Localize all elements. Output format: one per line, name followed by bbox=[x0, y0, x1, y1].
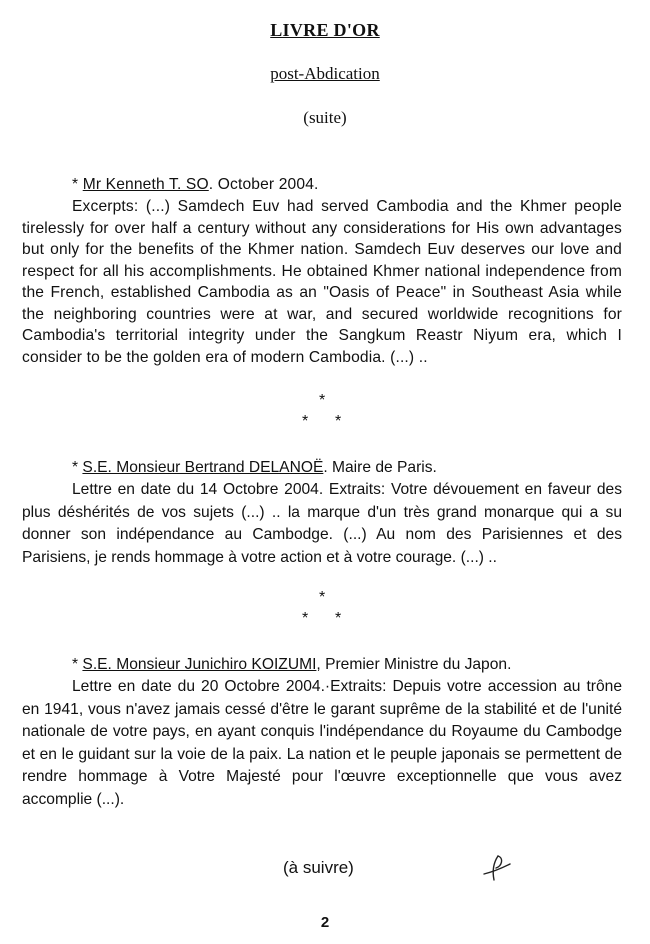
to-be-continued: (à suivre) bbox=[283, 858, 354, 877]
page-number: 2 bbox=[320, 914, 330, 931]
entry-heading bbox=[22, 654, 622, 676]
handwritten-initial-signature bbox=[480, 852, 514, 882]
page-subtitle: post-Abdication bbox=[270, 64, 380, 83]
asterisk-top: * bbox=[319, 392, 326, 409]
continuation-note: (suite) bbox=[303, 108, 347, 127]
entry-text: Lettre en date du 20 Octobre 2004.·Extraits: Depuis votre accession au trône en 1941, vous n'avez jamais cessé d'être le garant suprême de la stabilité et de l'unité nationale de votre pays, en ayant conquis l'indépendance du Royaume du Cambodge et en le guidant sur la voie de la paix. La nation et le peuple japonais se permettent de rendre hommage à Votre Majesté pour l'œuvre exceptionnelle que vous avez accomplie (...). bbox=[22, 678, 622, 808]
asterisk-right: * bbox=[335, 610, 342, 627]
entry-heading bbox=[22, 457, 622, 479]
entry-text: Lettre en date du 14 Octobre 2004. Extraits: Votre dévouement en faveur des plus déshérités de vos sujets (...) .. la marque d'un très grand monarque qui a su donner son indépendance au Cambodge. (...) Au nom des Parisiennes et des Parisiens, je rends hommage à votre action et à votre courage. (...) .. bbox=[22, 481, 622, 566]
entry-author-name: Mr Kenneth T. SO bbox=[82, 176, 209, 193]
separator-asterisks bbox=[299, 590, 359, 630]
asterisk-left: * bbox=[302, 610, 309, 627]
entry-author-name: S.E. Monsieur Junichiro KOIZUMI bbox=[82, 656, 317, 673]
entry-author-suffix: . October 2004. bbox=[208, 176, 319, 193]
asterisk-top: * bbox=[319, 589, 326, 606]
entry-heading bbox=[22, 174, 622, 196]
asterisk-right: * bbox=[335, 413, 342, 430]
entry-text: Excerpts: (...) Samdech Euv had served Cambodia and the Khmer people tirelessly for over half a century without any considerations for His own advantages but only for the benefits of the Khmer nation. Samdech Euv deserves our love and respect for all his accomplishments. He obtained Khmer national independence from the French, established Cambodia as an "Oasis of Peace" in Southeast Asia while the neighboring countries were at war, and secured worldwide recognitions for Cambodia's territorial integrity under the Sangkum Reastr Niyum era, which I consider to be the golden era of modern Cambodia. (...) .. bbox=[22, 198, 622, 366]
entry-bullet: * bbox=[72, 459, 79, 476]
entry-author-name: S.E. Monsieur Bertrand DELANOË bbox=[82, 459, 324, 476]
entry-author-suffix: . Maire de Paris. bbox=[323, 459, 437, 476]
entry-bullet: * bbox=[72, 176, 79, 193]
asterisk-left: * bbox=[302, 413, 309, 430]
entry-kenneth-so bbox=[22, 174, 622, 368]
entry-author-suffix: , Premier Ministre du Japon. bbox=[316, 656, 512, 673]
page-title: LIVRE D'OR bbox=[270, 20, 380, 40]
entry-bullet: * bbox=[72, 656, 79, 673]
entry-junichiro-koizumi bbox=[22, 654, 622, 811]
separator-asterisks bbox=[299, 393, 359, 433]
entry-bertrand-delanoe bbox=[22, 457, 622, 569]
